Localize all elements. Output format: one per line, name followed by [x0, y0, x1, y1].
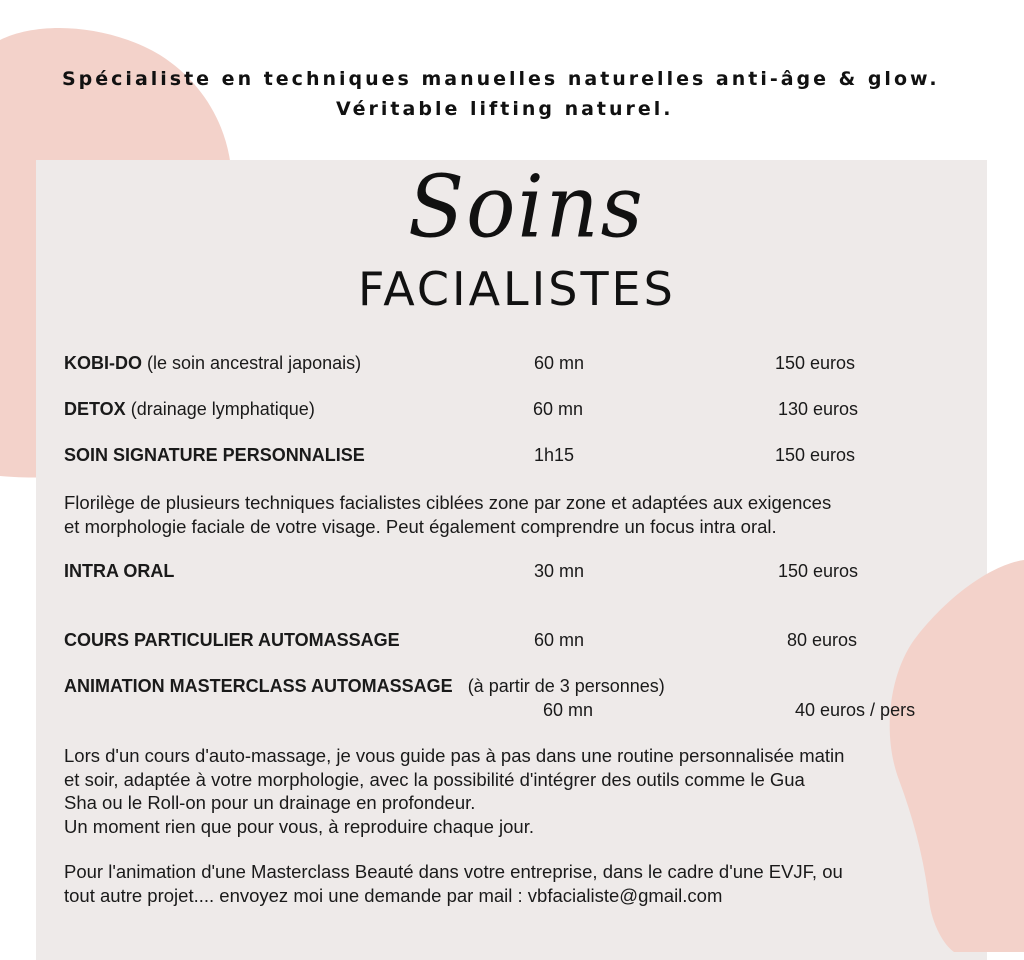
- service-name: COURS PARTICULIER AUTOMASSAGE: [64, 630, 400, 650]
- service-row-cours-particulier: [64, 630, 400, 651]
- tagline-line-1: Spécialiste en techniques manuelles naturelles anti-âge & glow.: [62, 68, 940, 90]
- contact-line: tout autre projet.... envoyez moi une demande par mail : vbfacialiste@gmail.com: [64, 884, 723, 906]
- script-title: Soins: [408, 157, 645, 258]
- service-price: 150 euros: [778, 561, 859, 581]
- description-line: et soir, adaptée à votre morphologie, avec la possibilité d'intégrer des outils comme le Gua: [64, 768, 805, 790]
- masterclass-description: [64, 744, 984, 838]
- service-detail: (le soin ancestral japonais): [147, 353, 362, 373]
- service-duration: 60 mn: [543, 700, 594, 720]
- service-name: KOBI-DO: [64, 353, 142, 373]
- service-row-intra-oral: [64, 561, 174, 582]
- service-price: 40 euros / pers: [795, 700, 916, 720]
- description-line: Lors d'un cours d'auto-massage, je vous guide pas à pas dans une routine personnalisée matin: [64, 745, 845, 766]
- service-price: 80 euros: [787, 630, 858, 650]
- service-name: DETOX: [64, 399, 126, 419]
- service-duration: 30 mn: [534, 561, 585, 581]
- service-row-signature: [64, 445, 365, 466]
- description-line: Un moment rien que pour vous, à reproduire chaque jour.: [64, 815, 534, 837]
- service-price: 130 euros: [778, 399, 859, 419]
- description-line: et morphologie faciale de votre visage. Peut également comprendre un focus intra oral.: [64, 515, 777, 537]
- service-detail: (drainage lymphatique): [130, 399, 315, 419]
- service-detail: (à partir de 3 personnes): [467, 676, 665, 696]
- service-name: ANIMATION MASTERCLASS AUTOMASSAGE: [64, 676, 453, 696]
- service-price: 150 euros: [775, 445, 856, 465]
- contact-paragraph: [64, 860, 984, 907]
- service-name: SOIN SIGNATURE PERSONNALISE: [64, 445, 365, 465]
- description-line: Sha ou le Roll-on pour un drainage en profondeur.: [64, 792, 476, 813]
- service-row-kobido: [64, 353, 361, 374]
- service-duration: 60 mn: [534, 630, 585, 650]
- tagline-line-2: Véritable lifting naturel.: [336, 98, 674, 120]
- service-name: INTRA ORAL: [64, 561, 175, 581]
- service-duration: 60 mn: [533, 399, 584, 419]
- signature-description: [64, 491, 984, 538]
- service-row-masterclass: [64, 676, 665, 697]
- page-title: FACIALISTES: [358, 262, 676, 316]
- description-line: Florilège de plusieurs techniques facialistes ciblées zone par zone et adaptées aux exigences: [64, 492, 832, 513]
- service-price: 150 euros: [775, 353, 856, 373]
- service-duration: 60 mn: [534, 353, 585, 373]
- service-duration: 1h15: [534, 445, 575, 465]
- service-row-detox: [64, 399, 315, 420]
- contact-line: Pour l'animation d'une Masterclass Beauté dans votre entreprise, dans le cadre d'une EVJF, ou: [64, 861, 843, 882]
